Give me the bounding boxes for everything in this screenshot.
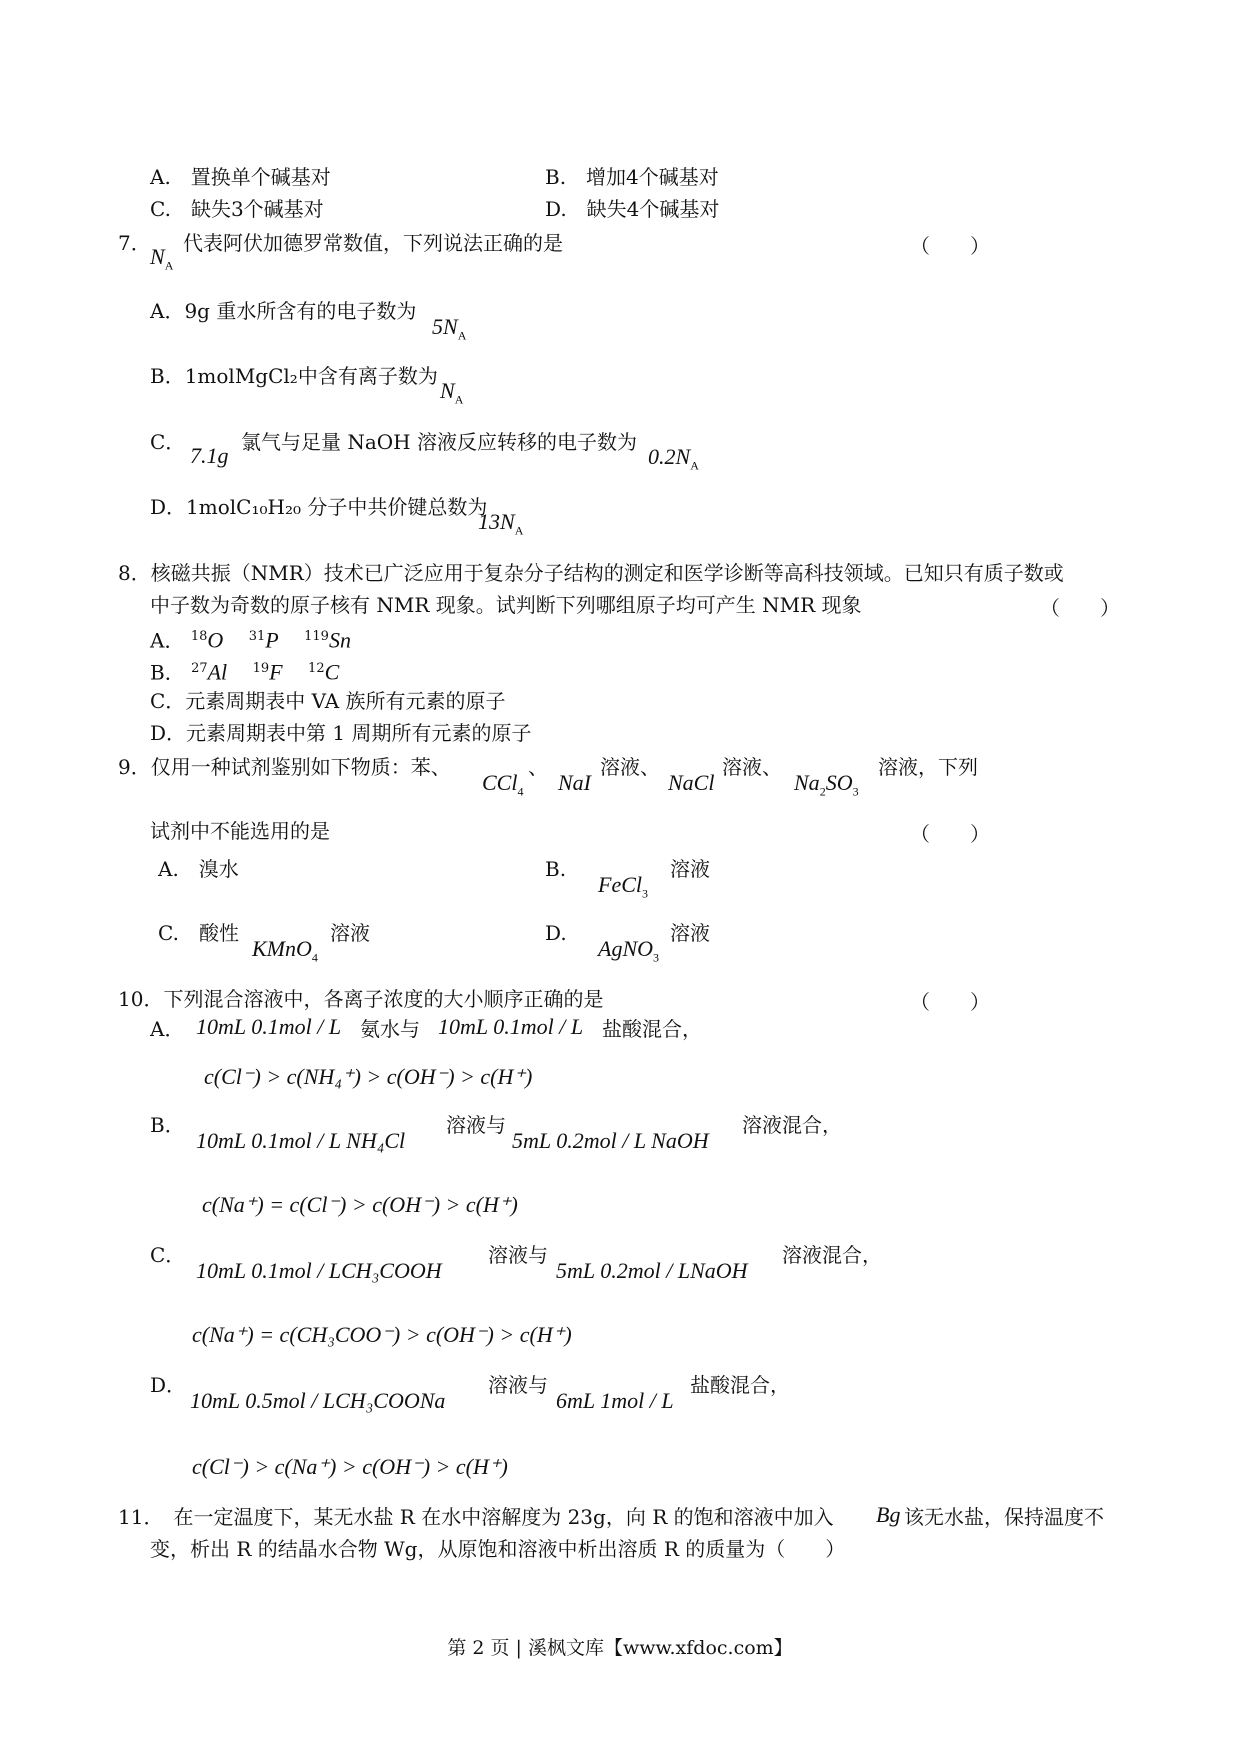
q10-option-d-equation: c(Cl⁻) > c(Na⁺) > c(OH⁻) > c(H⁺) [192,1454,508,1479]
q7-stem: 代表阿伏加德罗常数值，下列说法正确的是 [183,231,563,255]
q7-option-c-label: C． [150,430,186,454]
q8-stem-line1: 8．核磁共振（NMR）技术已广泛应用于复杂分子结构的测定和医学诊断等高科技领域。已知只有质子数或 [118,561,1064,585]
q10-option-c-text1: 10mL 0.1mol / LCH₃COOH [196,1258,442,1283]
q10-option-b-text2: 溶液与 [446,1113,506,1137]
q9-stem-line2: 试剂中不能选用的是 [150,819,330,843]
q11-bg: Bg [876,1502,901,1527]
q7-option-a: A．9g 重水所含有的电子数为 [150,299,417,323]
q9-sol1: 溶液、 [600,755,660,779]
q11-stem-line2: 变，析出 R 的结晶水合物 Wg，从原饱和溶液中析出溶质 R 的质量为（ ） [150,1537,846,1561]
q7-option-c-text: 氯气与足量 NaOH 溶液反应转移的电子数为 [241,430,637,454]
q10-option-b-text4: 溶液混合， [742,1113,842,1137]
q9-na2so3: $Na_2SO_3$ [794,770,859,799]
q9-option-d-label: D. [545,921,567,945]
q10-option-b-text1: 10mL 0.1mol / L NH₄Cl [196,1128,406,1153]
q10-stem: 10．下列混合溶液中，各离子浓度的大小顺序正确的是 [118,987,604,1011]
q8-answer-paren: （ ） [1040,596,1120,620]
q7-option-d-value: $13N_A$ [478,509,524,538]
q11-stem-line1a: 11． 在一定温度下，某无水盐 R 在水中溶解度为 23g，向 R 的饱和溶液中加入 [118,1505,834,1529]
q8-option-b: B． $^{27}$Al $^{19}$F $^{12}$C [150,659,340,685]
q10-option-c-text4: 溶液混合， [782,1243,882,1267]
q9-option-b-sol: 溶液 [670,857,710,881]
q10-option-a-text4: 盐酸混合， [602,1017,702,1041]
q9-sol2: 溶液、 [722,755,782,779]
page-footer: 第 2 页 | 溪枫文库【www.xfdoc.com】 [447,1637,793,1659]
q9-nacl: NaCl [668,770,715,795]
q8-stem-line2: 中子数为奇数的原子核有 NMR 现象。试判断下列哪组原子均可产生 NMR 现象 [150,593,862,617]
q10-option-c-text3: 5mL 0.2mol / LNaOH [556,1258,748,1283]
q10-option-c-equation: c(Na⁺) = c(CH₃COO⁻) > c(OH⁻) > c(H⁺) [192,1322,572,1347]
q7-option-c-value: $0.2N_A$ [648,444,699,473]
q9-ccl4: CCl$_4$ [482,770,524,799]
q9-sep: 、 [528,755,548,779]
q6-option-d: D. 缺失4个碱基对 [545,197,720,221]
q10-option-c-label: C． [150,1243,186,1267]
q9-stem-lead: 9．仅用一种试剂鉴别如下物质：苯、 [118,755,451,779]
q7-option-d: D．1molC₁₀H₂₀ 分子中共价键总数为 [150,495,488,519]
q10-option-d-text4: 盐酸混合， [690,1373,790,1397]
q9-nai: NaI [558,770,591,795]
q7-option-b-value: $N_A$ [440,378,464,407]
q9-option-b-chem: FeCl$_3$ [598,872,648,901]
q10-option-b-label: B． [150,1113,185,1137]
q10-option-a-text2: 氨水与 [360,1017,420,1041]
q10-option-d-text2: 溶液与 [488,1373,548,1397]
q10-option-b-text3: 5mL 0.2mol / L NaOH [512,1128,709,1153]
q11-stem-line1b: 该无水盐，保持温度不 [904,1505,1104,1529]
q6-option-c: C. 缺失3个碱基对 [150,197,324,221]
q10-option-d-text3: 6mL 1mol / L [556,1388,674,1413]
q10-option-a-label: A． [150,1017,185,1041]
q9-option-d-sol: 溶液 [670,921,710,945]
q10-answer-paren: （ ） [910,990,990,1014]
q7-option-c-mass: 7.1g [190,443,229,468]
q10-option-a-text1: 10mL 0.1mol / L [196,1014,342,1039]
q10-option-d-text1: 10mL 0.5mol / LCH₃COONa [190,1388,446,1413]
q9-option-c-label: C. 酸性 [158,921,239,945]
q6-option-b: B. 增加4个碱基对 [545,165,719,189]
q9-answer-paren: （ ） [910,822,990,846]
q7-option-a-value: $5N_A$ [432,314,467,343]
q6-option-a: A. 置换单个碱基对 [150,165,331,189]
q8-option-a: A． $^{18}$O $^{31}$P $^{119}$Sn [150,627,351,653]
q10-option-a-equation: c(Cl⁻) > c(NH₄⁺) > c(OH⁻) > c(H⁺) [204,1064,533,1089]
q8-option-d: D．元素周期表中第 1 周期所有元素的原子 [150,721,532,745]
q9-option-a: A. 溴水 [158,857,239,881]
q10-option-b-equation: c(Na⁺) = c(Cl⁻) > c(OH⁻) > c(H⁺) [202,1192,518,1217]
q7-na-symbol: $N_A$ [150,244,174,273]
q9-option-c-sol: 溶液 [330,921,370,945]
q9-option-b-label: B. [545,857,567,881]
q10-option-d-label: D． [150,1373,187,1397]
q8-option-c: C．元素周期表中 VA 族所有元素的原子 [150,689,506,713]
q10-option-a-text3: 10mL 0.1mol / L [438,1014,584,1039]
q7-number: 7． [118,231,151,255]
q10-option-c-text2: 溶液与 [488,1243,548,1267]
q7-answer-paren: （ ） [910,234,990,258]
q9-option-d-chem: AgNO$_3$ [598,936,659,965]
q7-option-b: B．1molMgCl₂中含有离子数为 [150,364,438,388]
q9-option-c-chem: KMnO$_4$ [252,936,318,965]
q9-sol3: 溶液，下列 [878,755,978,779]
